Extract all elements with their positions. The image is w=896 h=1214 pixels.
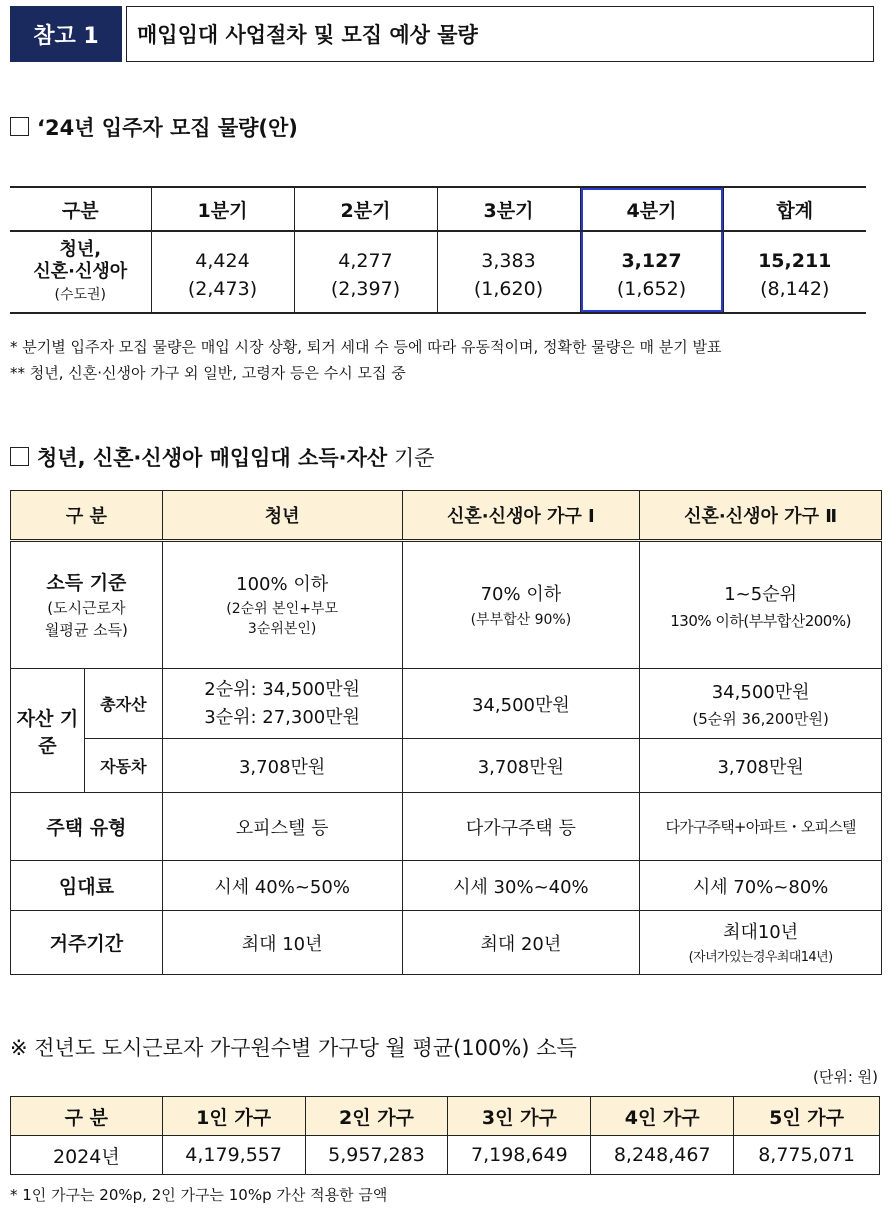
col-header: 구 분 bbox=[11, 1097, 163, 1136]
title-bar bbox=[10, 6, 874, 62]
cell-value: 8,775,071 bbox=[734, 1136, 880, 1175]
col-header-highlighted: 4분기 bbox=[580, 187, 723, 231]
cell-q1: 4,424 (2,473) bbox=[151, 231, 294, 313]
cell-newlywed2-total-asset: 34,500만원 (5순위 36,200만원) bbox=[640, 669, 882, 739]
cell-q3: 3,383 (1,620) bbox=[437, 231, 580, 313]
cell-newlywed1-total-asset: 34,500만원 bbox=[402, 669, 640, 739]
page-title: 매입임대 사업절차 및 모집 예상 물량 bbox=[126, 6, 874, 62]
section3-heading: ※ 전년도 도시근로자 가구원수별 가구당 월 평균(100%) 소득 bbox=[10, 1036, 577, 1060]
row-label: 주택 유형 bbox=[11, 793, 163, 861]
recruitment-volume-table bbox=[10, 186, 866, 314]
cell-value: 5,957,283 bbox=[305, 1136, 448, 1175]
sub-label: 총자산 bbox=[84, 669, 162, 739]
col-header: 3인 가구 bbox=[448, 1097, 591, 1136]
unit-label: (단위: 원) bbox=[813, 1068, 878, 1086]
cell-total: 15,211 (8,142) bbox=[723, 231, 866, 313]
section3-note: * 1인 가구는 20%p, 2인 가구는 10%p 가산 적용한 금액 bbox=[10, 1186, 388, 1204]
household-income-table bbox=[10, 1096, 880, 1175]
cell-newlywed1-income: 70% 이하 (부부합산 90%) bbox=[402, 541, 640, 669]
checkbox-icon bbox=[10, 447, 29, 466]
cell-newlywed1-period: 최대 20년 bbox=[402, 911, 640, 975]
table-header-row bbox=[11, 491, 882, 541]
note: * 분기별 입주자 모집 물량은 매입 시장 상황, 퇴거 세대 수 등에 따라 유동적이며, 정확한 물량은 매 분기 발표 bbox=[10, 338, 722, 356]
table-row bbox=[10, 231, 866, 313]
row-label: 자산 기준 bbox=[11, 669, 85, 793]
table-header-row bbox=[10, 187, 866, 231]
row-label: 임대료 bbox=[11, 861, 163, 911]
note: ** 청년, 신혼·신생아 가구 외 일반, 고령자 등은 수시 모집 중 bbox=[10, 364, 406, 382]
col-header: 구분 bbox=[10, 187, 151, 231]
col-header: 4인 가구 bbox=[591, 1097, 734, 1136]
cell-newlywed2-period: 최대10년 (자녀가있는경우최대14년) bbox=[640, 911, 882, 975]
col-header: 청년 bbox=[162, 491, 402, 541]
col-header: 2분기 bbox=[294, 187, 437, 231]
cell-newlywed1-car: 3,708만원 bbox=[402, 739, 640, 793]
cell-youth-income: 100% 이하 (2순위 본인+부모 3순위본인) bbox=[162, 541, 402, 669]
col-header: 신혼·신생아 가구 Ⅱ bbox=[640, 491, 882, 541]
cell-newlywed1-rent: 시세 30%~40% bbox=[402, 861, 640, 911]
col-header: 합계 bbox=[723, 187, 866, 231]
asset-total-row bbox=[11, 669, 882, 739]
row-label: 2024년 bbox=[11, 1136, 163, 1175]
cell-youth-housing: 오피스텔 등 bbox=[162, 793, 402, 861]
cell-newlywed1-housing: 다가구주택 등 bbox=[402, 793, 640, 861]
section1-notes bbox=[10, 334, 721, 386]
row-label: 청년, 신혼·신생아 (수도권) bbox=[10, 231, 151, 313]
cell-value: 7,198,649 bbox=[448, 1136, 591, 1175]
cell-newlywed2-housing: 다가구주택+아파트・오피스텔 bbox=[640, 793, 882, 861]
row-label: 거주기간 bbox=[11, 911, 163, 975]
cell-q2: 4,277 (2,397) bbox=[294, 231, 437, 313]
cell-value: 4,179,557 bbox=[162, 1136, 305, 1175]
cell-youth-period: 최대 10년 bbox=[162, 911, 402, 975]
col-header: 2인 가구 bbox=[305, 1097, 448, 1136]
period-row bbox=[11, 911, 882, 975]
reference-tag: 참고 1 bbox=[10, 6, 122, 62]
col-header: 1인 가구 bbox=[162, 1097, 305, 1136]
col-header: 1분기 bbox=[151, 187, 294, 231]
col-header: 3분기 bbox=[437, 187, 580, 231]
cell-q4: 3,127 (1,652) bbox=[580, 231, 723, 313]
col-header: 5인 가구 bbox=[734, 1097, 880, 1136]
row-label: 소득 기준 (도시근로자 월평균 소득) bbox=[11, 541, 163, 669]
income-row bbox=[11, 541, 882, 669]
table-row bbox=[11, 1136, 880, 1175]
cell-youth-rent: 시세 40%~50% bbox=[162, 861, 402, 911]
housing-row bbox=[11, 793, 882, 861]
cell-youth-total-asset: 2순위: 34,500만원 3순위: 27,300만원 bbox=[162, 669, 402, 739]
cell-newlywed2-rent: 시세 70%~80% bbox=[640, 861, 882, 911]
asset-car-row bbox=[11, 739, 882, 793]
table-header-row bbox=[11, 1097, 880, 1136]
rent-row bbox=[11, 861, 882, 911]
col-header: 구 분 bbox=[11, 491, 163, 541]
section2-heading: 청년, 신혼·신생아 매입임대 소득·자산 기준 bbox=[10, 442, 434, 472]
income-asset-criteria-table bbox=[10, 490, 882, 975]
checkbox-icon bbox=[10, 117, 29, 136]
cell-youth-car: 3,708만원 bbox=[162, 739, 402, 793]
col-header: 신혼·신생아 가구 Ⅰ bbox=[402, 491, 640, 541]
section1-heading: ‘24년 입주자 모집 물량(안) bbox=[10, 112, 298, 142]
sub-label: 자동차 bbox=[84, 739, 162, 793]
cell-value: 8,248,467 bbox=[591, 1136, 734, 1175]
cell-newlywed2-car: 3,708만원 bbox=[640, 739, 882, 793]
cell-newlywed2-income: 1~5순위 130% 이하(부부합산200%) bbox=[640, 541, 882, 669]
